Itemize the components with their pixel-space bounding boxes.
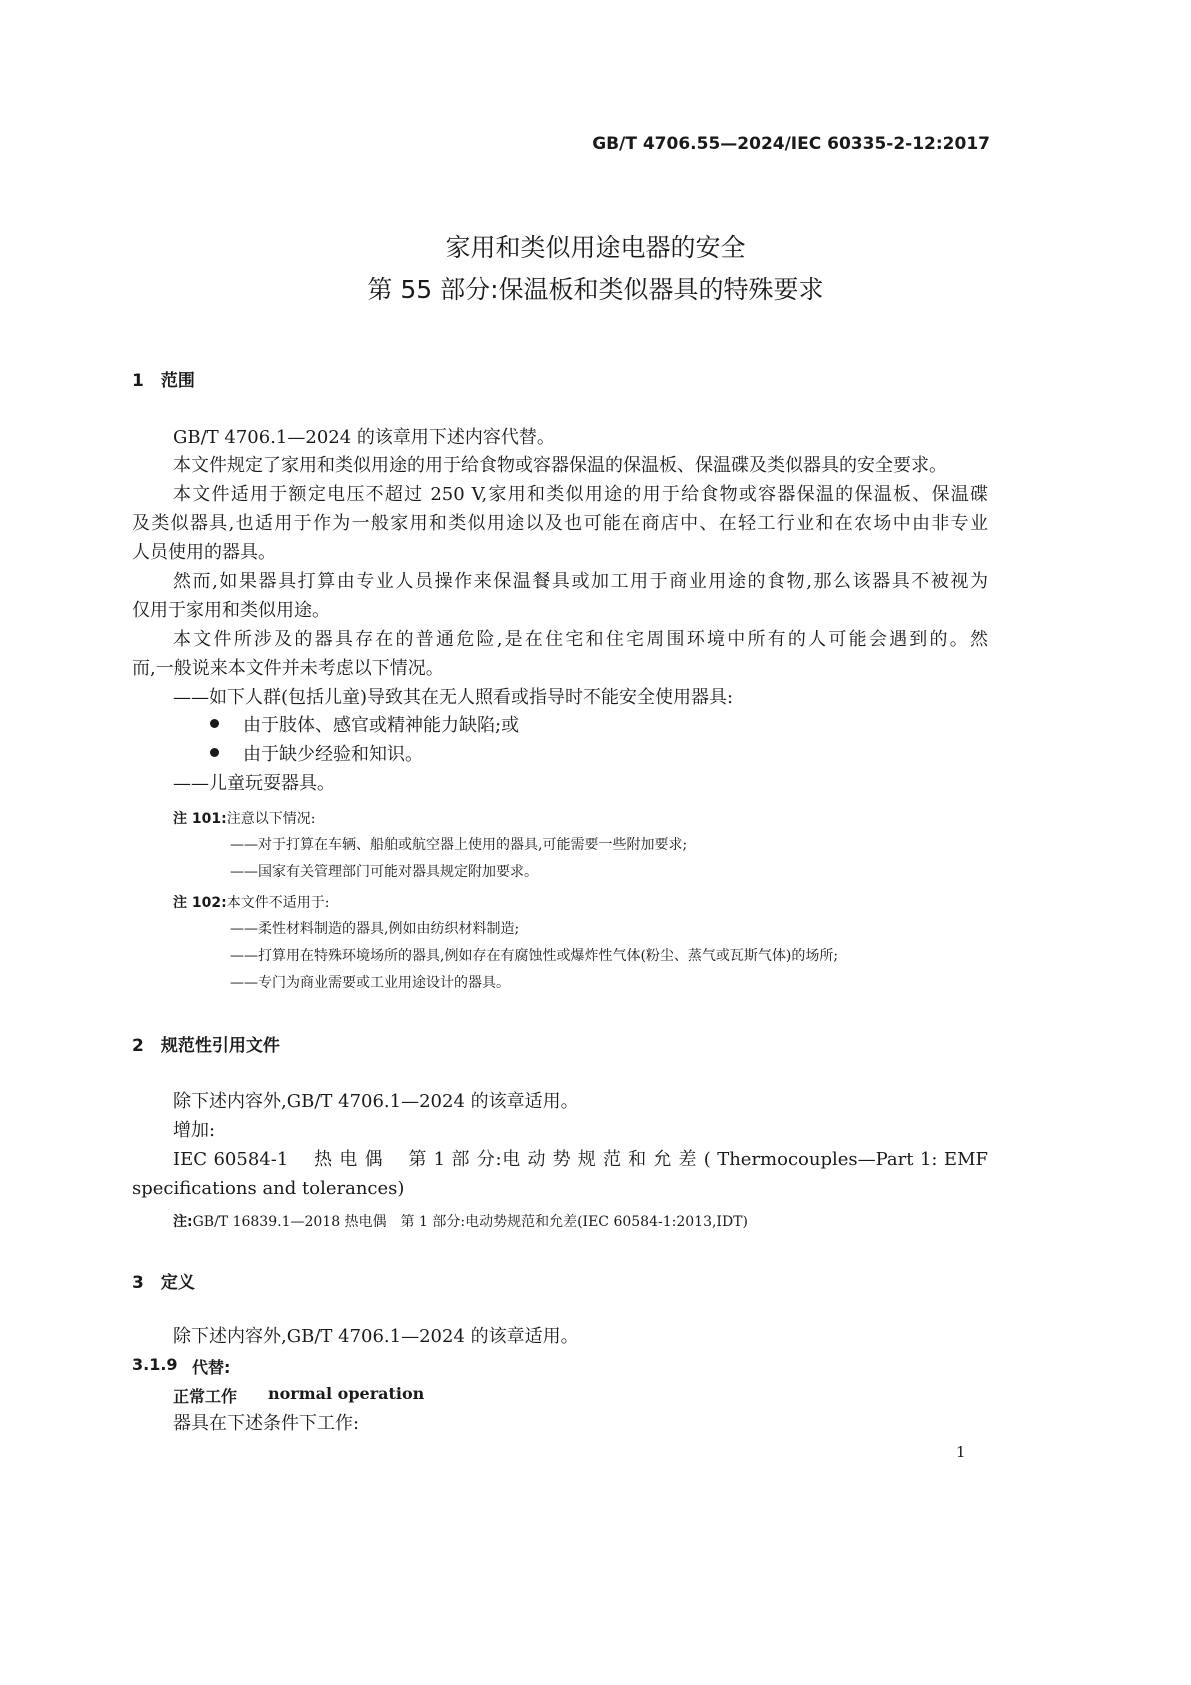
dash-list-item: ——如下人群(包括儿童)导致其在无人照看或指导时不能安全使用器具:: [173, 687, 734, 708]
section-3-heading: 3 定义: [132, 1273, 195, 1293]
paragraph: 本文件所涉及的器具存在的普通危险,是在住宅和住宅周围环境中所有的人可能会遇到的。然: [173, 629, 988, 650]
note-label: 注:: [173, 1214, 193, 1230]
note-list-item: ——对于打算在车辆、船舶或航空器上使用的器具,可能需要一些附加要求;: [230, 837, 688, 853]
bullet-icon: [210, 748, 219, 757]
note-list-item: ——国家有关管理部门可能对器具规定附加要求。: [230, 864, 538, 880]
note-text: GB/T 16839.1—2018 热电偶 第 1 部分:电动势规范和允差(IEC 60584-1:2013,IDT): [192, 1214, 748, 1230]
standard-number: GB/T 4706.55—2024/IEC 60335-2-12:2017: [592, 134, 990, 154]
paragraph: 除下述内容外,GB/T 4706.1—2024 的该章适用。: [173, 1326, 579, 1347]
paragraph: 除下述内容外,GB/T 4706.1—2024 的该章适用。: [173, 1091, 579, 1112]
paragraph-continued: 仅用于家用和类似用途。: [132, 600, 330, 621]
section-2-heading: 2 规范性引用文件: [132, 1036, 280, 1056]
bullet-list-item: 由于缺少经验和知识。: [243, 744, 423, 765]
section-1-heading: 1 范围: [132, 371, 195, 391]
term-chinese: 正常工作: [173, 1387, 238, 1406]
term-english: normal operation: [268, 1384, 425, 1403]
clause-number: 3.1.9: [132, 1355, 178, 1374]
bullet-icon: [210, 719, 219, 728]
bullet-list-item: 由于肢体、感官或精神能力缺陷;或: [243, 715, 520, 736]
paragraph: 增加:: [173, 1120, 216, 1141]
document-subtitle: 第 55 部分:保温板和类似器具的特殊要求: [367, 275, 824, 304]
note-102: [173, 892, 329, 912]
paragraph: 本文件规定了家用和类似用途的用于给食物或容器保温的保温板、保温碟及类似器具的安全要求。: [173, 455, 947, 476]
note-list-item: ——柔性材料制造的器具,例如由纺织材料制造;: [230, 921, 520, 937]
note-label: 注 102:: [173, 895, 227, 911]
paragraph: 然而,如果器具打算由专业人员操作来保温餐具或加工用于商业用途的食物,那么该器具不被视为: [173, 571, 988, 592]
page-number: 1: [956, 1443, 966, 1461]
note-101: [173, 808, 315, 828]
note-list-item: ——专门为商业需要或工业用途设计的器具。: [230, 975, 510, 991]
document-title: 家用和类似用途电器的安全: [445, 233, 746, 262]
paragraph: 器具在下述条件下工作:: [173, 1413, 360, 1434]
reference-entry: IEC 60584-1 热 电 偶 第 1 部 分:电 动 势 规 范 和 允 差 ( Thermocouples—Part 1: EMF: [173, 1149, 988, 1170]
note-text: 注意以下情况:: [226, 811, 316, 827]
paragraph-continued: 人员使用的器具。: [132, 542, 276, 563]
dash-list-item: ——儿童玩耍器具。: [173, 773, 335, 794]
reference-entry-continued: specifications and tolerances): [132, 1178, 405, 1199]
note-label: 注 101:: [173, 811, 227, 827]
paragraph-continued: 而,一般说来本文件并未考虑以下情况。: [132, 658, 444, 679]
paragraph-continued: 及类似器具,也适用于作为一般家用和类似用途以及也可能在商店中、在轻工行业和在农场中由非专业: [132, 513, 988, 534]
clause-text: 代替:: [192, 1358, 231, 1377]
note-list-item: ——打算用在特殊环境场所的器具,例如存在有腐蚀性或爆炸性气体(粉尘、蒸气或瓦斯气体)的场所;: [230, 948, 839, 964]
note-text: 本文件不适用于:: [226, 895, 330, 911]
reference-note: [173, 1211, 748, 1231]
paragraph: 本文件适用于额定电压不超过 250 V,家用和类似用途的用于给食物或容器保温的保温板、保温碟: [173, 484, 988, 505]
paragraph: GB/T 4706.1—2024 的该章用下述内容代替。: [173, 427, 555, 448]
